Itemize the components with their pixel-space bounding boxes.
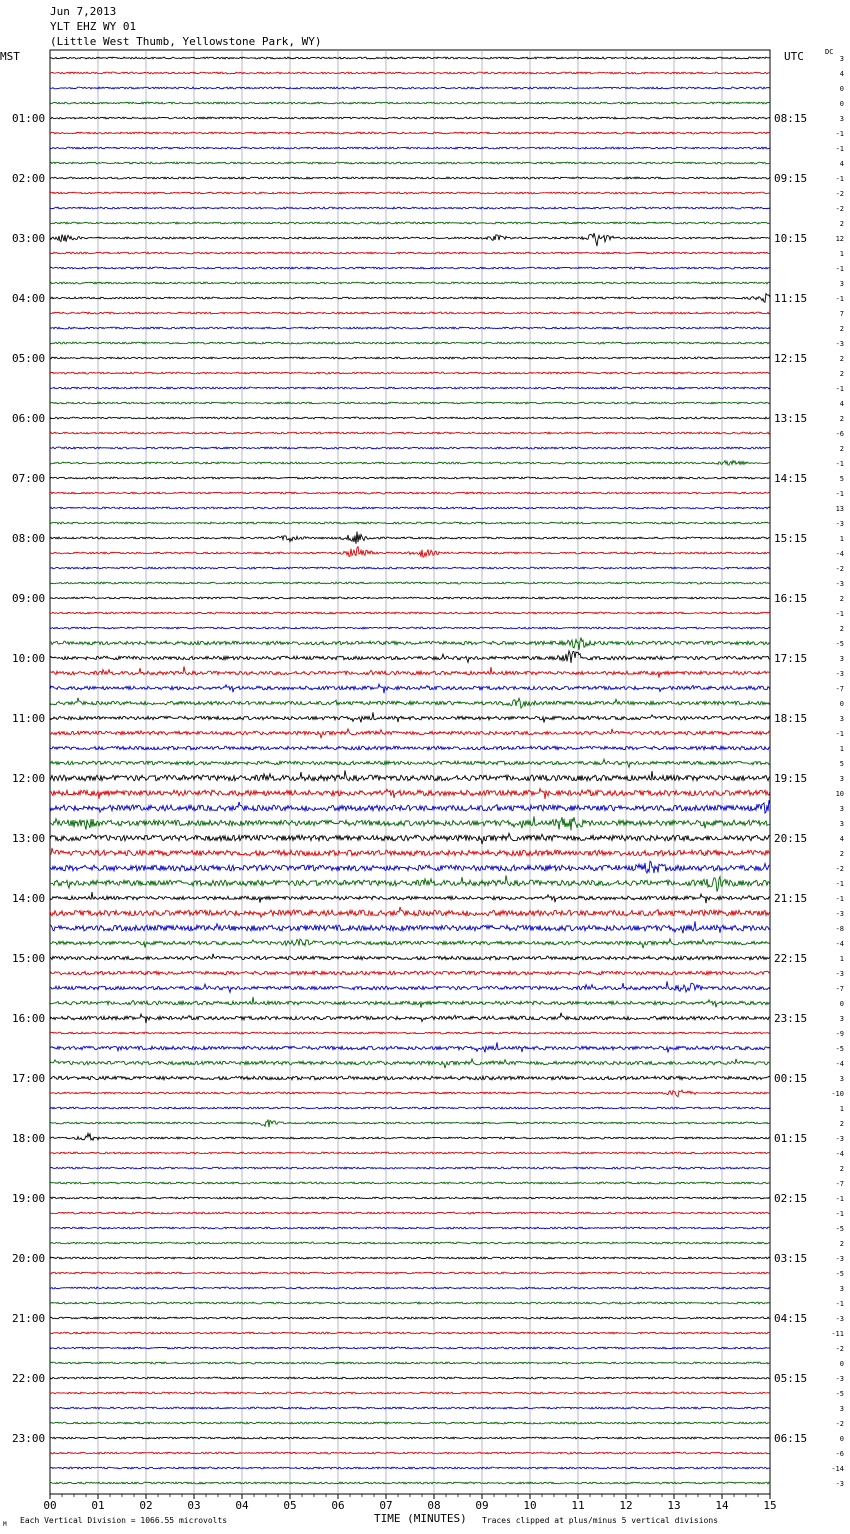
- seismic-trace: [50, 789, 770, 799]
- dc-offset-label: -3: [835, 910, 844, 918]
- dc-offset-label: 1: [839, 745, 844, 753]
- dc-offset-label: -2: [835, 865, 844, 873]
- dc-offset-label: -3: [835, 1255, 844, 1263]
- seismic-trace: [50, 1059, 770, 1068]
- dc-offset-label: -5: [835, 1390, 844, 1398]
- dc-offset-label: -8: [835, 925, 844, 933]
- right-hour-label: 14:15: [774, 472, 808, 485]
- seismic-trace: [50, 312, 770, 314]
- seismic-trace: [50, 981, 770, 992]
- dc-offset-label: -3: [835, 1375, 844, 1383]
- right-hour-label: 16:15: [774, 592, 808, 605]
- dc-offset-label: -1: [835, 145, 844, 153]
- right-hour-label: 04:15: [774, 1312, 808, 1325]
- dc-offset-label: -3: [835, 1135, 844, 1143]
- seismic-trace: [50, 1042, 770, 1052]
- seismic-trace: [50, 233, 770, 246]
- seismic-trace: [50, 612, 770, 614]
- seismic-trace: [50, 177, 770, 179]
- dc-offset-label: 2: [839, 445, 844, 453]
- seismic-trace: [50, 1212, 770, 1214]
- x-tick-label: 10: [523, 1499, 537, 1512]
- left-hour-label: 07:00: [12, 472, 46, 485]
- dc-offset-label: 3: [839, 1075, 844, 1083]
- right-hour-label: 09:15: [774, 172, 808, 185]
- seismic-trace: [50, 192, 770, 194]
- dc-offset-label: -5: [835, 640, 844, 648]
- x-tick-label: 00: [43, 1499, 57, 1512]
- dc-offset-label: 0: [839, 1000, 844, 1008]
- seismic-trace: [50, 833, 770, 844]
- seismic-trace: [50, 1392, 770, 1394]
- seismic-trace: [50, 402, 770, 404]
- seismic-trace: [50, 252, 770, 254]
- right-hour-label: 06:15: [774, 1432, 808, 1445]
- dc-offset-label: 7: [839, 310, 844, 318]
- dc-offset-label: 2: [839, 370, 844, 378]
- left-hour-label: 01:00: [12, 112, 46, 125]
- seismic-trace: [50, 342, 770, 344]
- seismic-trace: [50, 800, 770, 813]
- seismic-trace: [50, 1133, 770, 1140]
- seismic-trace: [50, 1227, 770, 1229]
- seismic-trace: [50, 746, 770, 750]
- right-hour-label: 20:15: [774, 832, 808, 845]
- seismic-trace: [50, 1272, 770, 1274]
- dc-offset-label: -6: [835, 430, 844, 438]
- seismic-trace: [50, 892, 770, 903]
- left-hour-label: 22:00: [12, 1372, 46, 1385]
- x-axis-title: TIME (MINUTES): [374, 1512, 467, 1525]
- right-hour-label: 01:15: [774, 1132, 808, 1145]
- seismic-trace: [50, 770, 770, 781]
- dc-offset-label: -10: [831, 1090, 844, 1098]
- seismic-trace: [50, 848, 770, 856]
- dc-offset-label: -4: [835, 940, 844, 948]
- dc-offset-label: 3: [839, 775, 844, 783]
- plot-frame: [50, 50, 770, 1494]
- seismic-trace: [50, 638, 770, 650]
- seismic-trace: [50, 387, 770, 389]
- left-hour-label: 20:00: [12, 1252, 46, 1265]
- dc-offset-label: 2: [839, 625, 844, 633]
- right-hour-label: 03:15: [774, 1252, 808, 1265]
- seismic-trace: [50, 1407, 770, 1409]
- seismic-trace: [50, 759, 770, 767]
- dc-offset-header: DC: [825, 48, 834, 56]
- seismic-trace: [50, 507, 770, 509]
- seismic-trace: [50, 432, 770, 434]
- seismic-trace: [50, 117, 770, 119]
- left-timezone-label: MST: [0, 50, 20, 63]
- right-hour-label: 15:15: [774, 532, 808, 545]
- dc-offset-label: -3: [835, 340, 844, 348]
- right-hour-label: 10:15: [774, 232, 808, 245]
- right-hour-label: 02:15: [774, 1192, 808, 1205]
- seismic-trace: [50, 597, 770, 599]
- seismic-trace: [50, 461, 770, 466]
- dc-offset-label: -9: [835, 1030, 844, 1038]
- dc-offset-label: 3: [839, 655, 844, 663]
- seismic-trace: [50, 327, 770, 329]
- dc-offset-label: -1: [835, 385, 844, 393]
- seismic-trace: [50, 939, 770, 948]
- seismic-trace: [50, 267, 770, 269]
- dc-offset-label: 3: [839, 280, 844, 288]
- right-hour-label: 22:15: [774, 952, 808, 965]
- dc-offset-label: 2: [839, 415, 844, 423]
- seismic-trace: [50, 547, 770, 558]
- dc-offset-label: -7: [835, 985, 844, 993]
- seismic-trace: [50, 1377, 770, 1379]
- left-hour-label: 06:00: [12, 412, 46, 425]
- seismic-trace: [50, 907, 770, 917]
- x-tick-label: 02: [139, 1499, 153, 1512]
- x-tick-label: 11: [571, 1499, 585, 1512]
- dc-offset-label: 5: [839, 760, 844, 768]
- dc-offset-label: 4: [839, 400, 844, 408]
- left-hour-label: 19:00: [12, 1192, 46, 1205]
- dc-offset-label: 0: [839, 85, 844, 93]
- seismic-trace: [50, 147, 770, 149]
- dc-offset-label: -7: [835, 1180, 844, 1188]
- seismic-trace: [50, 1302, 770, 1304]
- seismic-trace: [50, 357, 770, 359]
- left-hour-label: 21:00: [12, 1312, 46, 1325]
- dc-offset-label: -3: [835, 580, 844, 588]
- x-tick-label: 08: [427, 1499, 441, 1512]
- seismic-trace: [50, 447, 770, 449]
- dc-offset-label: -4: [835, 1150, 844, 1158]
- dc-offset-label: -1: [835, 295, 844, 303]
- right-hour-label: 11:15: [774, 292, 808, 305]
- x-tick-label: 03: [187, 1499, 201, 1512]
- dc-offset-label: 1: [839, 250, 844, 258]
- dc-offset-label: -1: [835, 1210, 844, 1218]
- dc-offset-label: 3: [839, 1405, 844, 1413]
- station-location: (Little West Thumb, Yellowstone Park, WY): [50, 35, 322, 48]
- dc-offset-label: 2: [839, 595, 844, 603]
- seismic-trace: [50, 417, 770, 419]
- dc-offset-label: -2: [835, 1345, 844, 1353]
- dc-offset-label: -1: [835, 130, 844, 138]
- dc-offset-label: -2: [835, 565, 844, 573]
- dc-offset-label: -3: [835, 1480, 844, 1488]
- left-hour-label: 13:00: [12, 832, 46, 845]
- seismic-trace: [50, 492, 770, 494]
- dc-offset-label: 5: [839, 475, 844, 483]
- seismic-trace: [50, 1032, 770, 1034]
- dc-offset-label: 2: [839, 1240, 844, 1248]
- left-hour-label: 09:00: [12, 592, 46, 605]
- left-hour-label: 10:00: [12, 652, 46, 665]
- seismic-trace: [50, 582, 770, 584]
- dc-offset-label: -1: [835, 880, 844, 888]
- dc-offset-label: 3: [839, 805, 844, 813]
- dc-offset-label: -1: [835, 175, 844, 183]
- dc-offset-label: -14: [831, 1465, 844, 1473]
- seismic-trace: [50, 1347, 770, 1349]
- seismic-trace: [50, 1167, 770, 1169]
- seismic-trace: [50, 861, 770, 873]
- dc-offset-label: 0: [839, 1435, 844, 1443]
- dc-offset-label: 4: [839, 70, 844, 78]
- dc-offset-label: 4: [839, 835, 844, 843]
- dc-offset-label: 2: [839, 1165, 844, 1173]
- x-tick-label: 05: [283, 1499, 297, 1512]
- seismic-trace: [50, 102, 770, 104]
- seismic-trace: [50, 1182, 770, 1184]
- dc-offset-label: -4: [835, 550, 844, 558]
- dc-offset-label: -3: [835, 970, 844, 978]
- dc-offset-label: 13: [835, 505, 844, 513]
- seismic-trace: [50, 1452, 770, 1454]
- left-hour-label: 14:00: [12, 892, 46, 905]
- dc-offset-label: 1: [839, 1105, 844, 1113]
- record-date: Jun 7,2013: [50, 5, 117, 18]
- seismic-trace: [50, 921, 770, 933]
- dc-offset-label: 3: [839, 715, 844, 723]
- dc-offset-label: -3: [835, 1315, 844, 1323]
- dc-offset-label: -1: [835, 730, 844, 738]
- right-hour-label: 17:15: [774, 652, 808, 665]
- seismic-trace: [50, 1152, 770, 1154]
- seismic-trace: [50, 1090, 770, 1097]
- dc-offset-label: -1: [835, 460, 844, 468]
- corner-mark: M: [3, 1521, 7, 1528]
- seismic-trace: [50, 532, 770, 544]
- seismic-trace: [50, 875, 770, 891]
- dc-offset-label: -3: [835, 670, 844, 678]
- seismic-trace: [50, 1107, 770, 1109]
- seismic-trace: [50, 1467, 770, 1469]
- dc-offset-label: 3: [839, 1015, 844, 1023]
- right-hour-label: 18:15: [774, 712, 808, 725]
- dc-offset-label: 3: [839, 1285, 844, 1293]
- dc-offset-label: -2: [835, 190, 844, 198]
- vertical-division-note: Each Vertical Division = 1066.55 microvolts: [20, 1516, 228, 1525]
- dc-offset-label: 3: [839, 820, 844, 828]
- seismic-trace: [50, 684, 770, 693]
- dc-offset-label: -4: [835, 1060, 844, 1068]
- x-tick-label: 04: [235, 1499, 249, 1512]
- seismic-trace: [50, 816, 770, 830]
- dc-offset-label: 10: [835, 790, 844, 798]
- seismic-trace: [50, 132, 770, 134]
- seismic-trace: [50, 567, 770, 569]
- dc-offset-label: -5: [835, 1270, 844, 1278]
- seismic-trace: [50, 729, 770, 738]
- left-hour-label: 05:00: [12, 352, 46, 365]
- dc-offset-label: -1: [835, 610, 844, 618]
- seismic-trace: [50, 1482, 770, 1484]
- seismic-trace: [50, 1013, 770, 1023]
- dc-offset-label: 2: [839, 220, 844, 228]
- dc-offset-label: 0: [839, 100, 844, 108]
- seismic-trace: [50, 522, 770, 524]
- dc-offset-label: 4: [839, 160, 844, 168]
- right-hour-label: 12:15: [774, 352, 808, 365]
- dc-offset-label: 1: [839, 535, 844, 543]
- dc-offset-label: -5: [835, 1045, 844, 1053]
- seismic-trace: [50, 1242, 770, 1244]
- seismic-trace: [50, 954, 770, 960]
- seismic-trace: [50, 1287, 770, 1289]
- seismic-trace: [50, 712, 770, 722]
- left-hour-label: 04:00: [12, 292, 46, 305]
- dc-offset-label: -5: [835, 1225, 844, 1233]
- dc-offset-label: -1: [835, 265, 844, 273]
- dc-offset-label: 2: [839, 850, 844, 858]
- left-hour-label: 23:00: [12, 1432, 46, 1445]
- x-tick-label: 07: [379, 1499, 393, 1512]
- seismic-trace: [50, 1317, 770, 1319]
- x-tick-label: 09: [475, 1499, 489, 1512]
- dc-offset-label: -3: [835, 520, 844, 528]
- seismic-trace: [50, 971, 770, 975]
- right-hour-label: 19:15: [774, 772, 808, 785]
- left-hour-label: 16:00: [12, 1012, 46, 1025]
- dc-offset-label: -1: [835, 490, 844, 498]
- seismic-trace: [50, 1076, 770, 1080]
- seismic-trace: [50, 222, 770, 224]
- seismic-trace: [50, 72, 770, 74]
- seismic-trace: [50, 87, 770, 89]
- dc-offset-label: 3: [839, 115, 844, 123]
- seismic-trace: [50, 282, 770, 284]
- right-hour-label: 08:15: [774, 112, 808, 125]
- x-tick-label: 13: [667, 1499, 681, 1512]
- right-hour-label: 00:15: [774, 1072, 808, 1085]
- dc-offset-label: 2: [839, 325, 844, 333]
- dc-offset-label: -1: [835, 1300, 844, 1308]
- x-tick-label: 15: [763, 1499, 777, 1512]
- x-tick-label: 06: [331, 1499, 345, 1512]
- dc-offset-label: -2: [835, 1420, 844, 1428]
- seismic-trace: [50, 1422, 770, 1424]
- seismic-trace: [50, 1197, 770, 1199]
- right-hour-label: 21:15: [774, 892, 808, 905]
- seismic-trace: [50, 162, 770, 164]
- seismic-trace: [50, 477, 770, 479]
- dc-offset-label: 3: [839, 55, 844, 63]
- seismic-trace: [50, 207, 770, 209]
- right-hour-label: 23:15: [774, 1012, 808, 1025]
- x-tick-label: 01: [91, 1499, 105, 1512]
- seismic-trace: [50, 997, 770, 1008]
- dc-offset-label: 1: [839, 955, 844, 963]
- dc-offset-label: -1: [835, 895, 844, 903]
- dc-offset-label: -7: [835, 685, 844, 693]
- left-hour-label: 03:00: [12, 232, 46, 245]
- dc-offset-label: 0: [839, 700, 844, 708]
- right-hour-label: 05:15: [774, 1372, 808, 1385]
- dc-offset-label: 2: [839, 1120, 844, 1128]
- left-hour-label: 11:00: [12, 712, 46, 725]
- seismic-trace: [50, 294, 770, 303]
- station-code: YLT EHZ WY 01: [50, 20, 137, 33]
- x-tick-label: 12: [619, 1499, 633, 1512]
- dc-offset-label: -1: [835, 1195, 844, 1203]
- seismic-trace: [50, 651, 770, 663]
- left-hour-label: 15:00: [12, 952, 46, 965]
- left-hour-label: 08:00: [12, 532, 46, 545]
- seismic-trace: [50, 698, 770, 708]
- left-hour-label: 18:00: [12, 1132, 46, 1145]
- dc-offset-label: -2: [835, 205, 844, 213]
- seismic-trace: [50, 1257, 770, 1259]
- dc-offset-label: 2: [839, 355, 844, 363]
- seismic-trace: [50, 1332, 770, 1334]
- seismic-trace: [50, 57, 770, 59]
- clipping-note: Traces clipped at plus/minus 5 vertical divisions: [482, 1516, 719, 1525]
- left-hour-label: 02:00: [12, 172, 46, 185]
- dc-offset-label: 0: [839, 1360, 844, 1368]
- seismic-trace: [50, 372, 770, 374]
- dc-offset-label: 12: [835, 235, 844, 243]
- seismic-trace: [50, 1120, 770, 1128]
- dc-offset-label: -11: [831, 1330, 844, 1338]
- x-tick-label: 14: [715, 1499, 729, 1512]
- seismic-trace: [50, 1437, 770, 1439]
- right-hour-label: 13:15: [774, 412, 808, 425]
- left-hour-label: 17:00: [12, 1072, 46, 1085]
- seismic-trace: [50, 627, 770, 629]
- seismic-trace: [50, 666, 770, 677]
- seismic-trace: [50, 1362, 770, 1364]
- dc-offset-label: -6: [835, 1450, 844, 1458]
- right-timezone-label: UTC: [784, 50, 804, 63]
- left-hour-label: 12:00: [12, 772, 46, 785]
